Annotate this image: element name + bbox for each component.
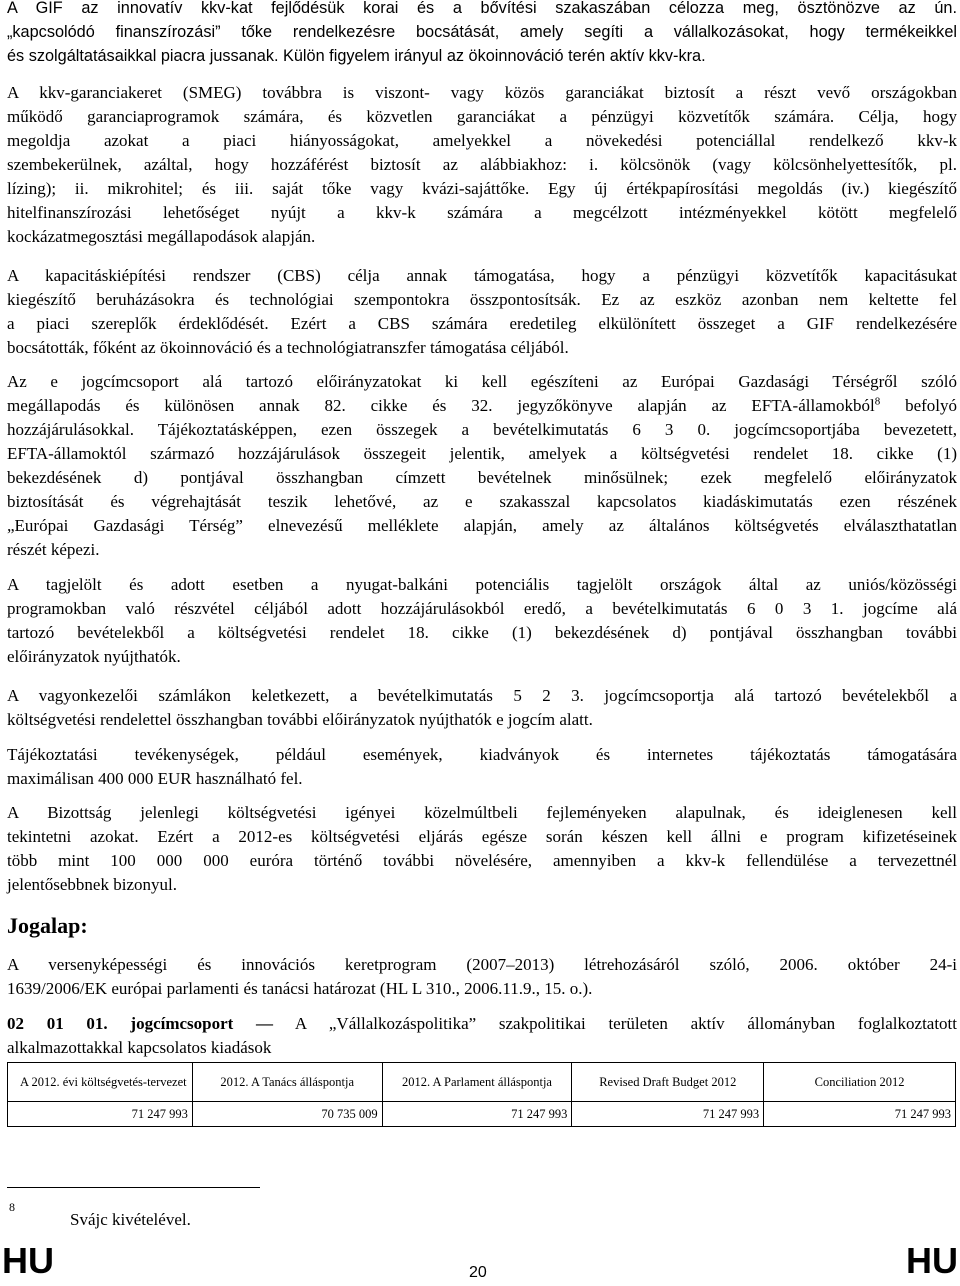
table-header-cell: Conciliation 2012 [764,1063,956,1102]
text-line: megoldja azokat a piaci hiányosságokat, amelyekkel a növekedési potenciállal rendelkező kkv-k [7,131,957,150]
text-line: részét képezi. [7,540,100,559]
table-header-cell: 2012. A Parlament álláspontja [382,1063,572,1102]
table-cell: 71 247 993 [382,1102,572,1127]
text-line: lízing); ii. mikrohitel; és iii. saját tőke vagy kvázi-sajáttőke. Egy új értékpapírosítási megoldás (iv.) kiegészítő [7,179,957,198]
text-line: tartozó bevételekből a költségvetési rendelet 18. cikke (1) bekezdésének d) pontjával összhangban további [7,623,957,642]
text-line: „kapcsolódó finanszírozási” tőke rendelkezésre bocsátását, amely segíti a vállalkozásokat, hogy termékeikkel [7,23,957,41]
text-line: kiegészítő beruházásokra és technológiai szempontokra összpontosítsák. Ez az eszköz azonban nem keltette fel [7,290,957,309]
text-line: jelentősebbnek bizonyul. [7,875,177,894]
table-row [8,1102,956,1127]
paragraph-gif [7,0,957,68]
text-line: A kapacitáskiépítési rendszer (CBS) célja annak támogatása, hogy a pénzügyi közvetítők kapacitásukat [7,266,957,285]
paragraph-candidates [7,573,957,669]
table-header-cell: Revised Draft Budget 2012 [572,1063,764,1102]
legal-basis-heading: Jogalap: [7,913,88,938]
paragraph-legal-basis [7,953,957,1001]
text-line: 1639/2006/EK európai parlamenti és tanácsi határozat (HL L 310., 2006.11.9., 15. o.). [7,979,593,998]
text-line: Tájékoztatási tevékenységek, például események, kiadványok és internetes tájékoztatás támogatására [7,745,957,764]
language-code-left: HU [2,1240,54,1281]
paragraph-trust-accounts [7,684,957,732]
text-line: a piaci szereplők érdeklődését. Ezért a CBS számára eredetileg elkülönített összeget a GIF rendelkezésére [7,314,957,333]
text-line: alkalmazottakkal kapcsolatos kiadások [7,1038,272,1057]
text-line: kockázatmegosztási megállapodások alapján. [7,227,316,246]
text-line: A Bizottság jelenlegi költségvetési igényei közelmúltbeli fejleményeken alapulnak, és ideiglenesen kell [7,803,957,822]
text-line: bekezdésének d) pontjával összhangban címzett bevételnek minősülnek; ezek megfelelő előirányzatok [7,468,957,487]
text-line: Az e jogcímcsoport alá tartozó előirányzatokat ki kell egészíteni az Európai Gazdasági Térségről szóló [7,372,957,391]
text-segment: megállapodás és különösen annak 82. cikke és 32. jegyzőkönyve alapján az EFTA-államokból [7,396,875,415]
text-line: hozzájárulásokkal. Tájékoztatásképpen, ezen összegek a bevételkimutatás 6 3 0. jogcímcsoportjába bevezetett, [7,420,957,439]
footnote-text: Svájc kivételével. [70,1210,191,1229]
table-cell: 71 247 993 [764,1102,956,1127]
table-header-cell: A 2012. évi költségvetés-tervezet [8,1063,193,1102]
footnote-number: 8 [9,1200,15,1214]
paragraph-information [7,743,957,791]
text-line: A vagyonkezelői számlákon keletkezett, a bevételkimutatás 5 2 3. jogcímcsoportja alá tartozó bevételekből a [7,686,957,705]
text-line: biztosítását és végrehajtását teszik lehetővé, az e szakasszal kapcsolatos kiadáskimutatás ezen részének [7,492,957,511]
paragraph-commission [7,801,957,897]
text-line: bocsátották, főként az ökoinnováció és a technológiatranszfer támogatása céljából. [7,338,569,357]
text-line: költségvetési rendelettel összhangban további előirányzatok nyújthatók e jogcím alatt. [7,710,593,729]
text-line: több mint 100 000 000 euróra történő további növelésére, amennyiben a kkv-k fellendülése a tervezettnél [7,851,957,870]
text-line: A kkv-garanciakeret (SMEG) továbbra is viszont- vagy közös garanciákat biztosít a részt vevő országokban [7,83,957,102]
table-cell: 71 247 993 [8,1102,193,1127]
footnote-divider [7,1187,260,1188]
page-number: 20 [469,1264,487,1281]
table-cell: 71 247 993 [572,1102,764,1127]
text-segment: befolyó [880,396,957,415]
item-label: jogcímcsoport [130,1014,234,1033]
text-line [7,1012,957,1036]
budget-item-title [7,1012,957,1060]
text-line: EFTA-államoktól származó hozzájárulások összegeit jelentik, amelyek a költségvetési rendelet 18. cikke (1) [7,444,957,463]
text-line: A GIF az innovatív kkv-kat fejlődésük korai és a bővítési szakaszában célozza meg, ösztönözve az ún. [7,0,957,17]
language-code-right: HU [906,1240,958,1281]
item-dash: — [256,1014,274,1033]
text-line: szembekerülnek, azáltal, hogy hozzáférést biztosít az alábbiakhoz: i. kölcsönök (vagy kölcsönhelyettesítők, pl. [7,155,957,174]
paragraph-cbs [7,264,957,360]
paragraph-smeg [7,81,957,249]
text-line: hitelfinanszírozási lehetőséget nyújt a kkv-k számára a megcélzott intézményekkel kötött megfelelő [7,203,957,222]
text-line [7,394,957,418]
text-line: működő garanciaprogramok számára, és közvetlen garanciákat a pénzügyi közvetítők számára. Célja, hogy [7,107,957,126]
item-title-text: A „Vállalkozáspolitika” szakpolitikai területen aktív állományban foglalkoztatott [294,1014,958,1033]
table-header-row [8,1063,956,1102]
text-line: maximálisan 400 000 EUR használható fel. [7,769,303,788]
item-code: 02 01 01. [7,1014,108,1033]
text-line: és szolgáltatásaikkal piacra jussanak. Külön figyelem irányul az ökoinnováció terén aktív kkv-kra. [7,47,706,65]
text-line: előirányzatok nyújthatók. [7,647,181,666]
text-line: A tagjelölt és adott esetben a nyugat-balkáni potenciális tagjelölt országok által az uniós/közösségi [7,575,957,594]
text-line: programokban való részvétel céljából adott hozzájárulásokból eredő, a bevételkimutatás 6 0 3 1. jogcíme alá [7,599,957,618]
text-line: tekintetni azokat. Ezért a 2012-es költségvetési eljárás egésze során készen kell állni e program kifizetéseinek [7,827,957,846]
budget-table [7,1062,956,1127]
text-line: A versenyképességi és innovációs keretprogram (2007–2013) létrehozásáról szóló, 2006. október 24-i [7,955,957,974]
footnote-reference: 8 [874,395,881,408]
table-header-cell: 2012. A Tanács álláspontja [192,1063,382,1102]
table-cell: 70 735 009 [192,1102,382,1127]
text-line: „Európai Gazdasági Térség” elnevezésű melléklete alapján, amely az általános költségvetés elválaszthatatlan [7,516,957,535]
paragraph-eea [7,370,957,562]
